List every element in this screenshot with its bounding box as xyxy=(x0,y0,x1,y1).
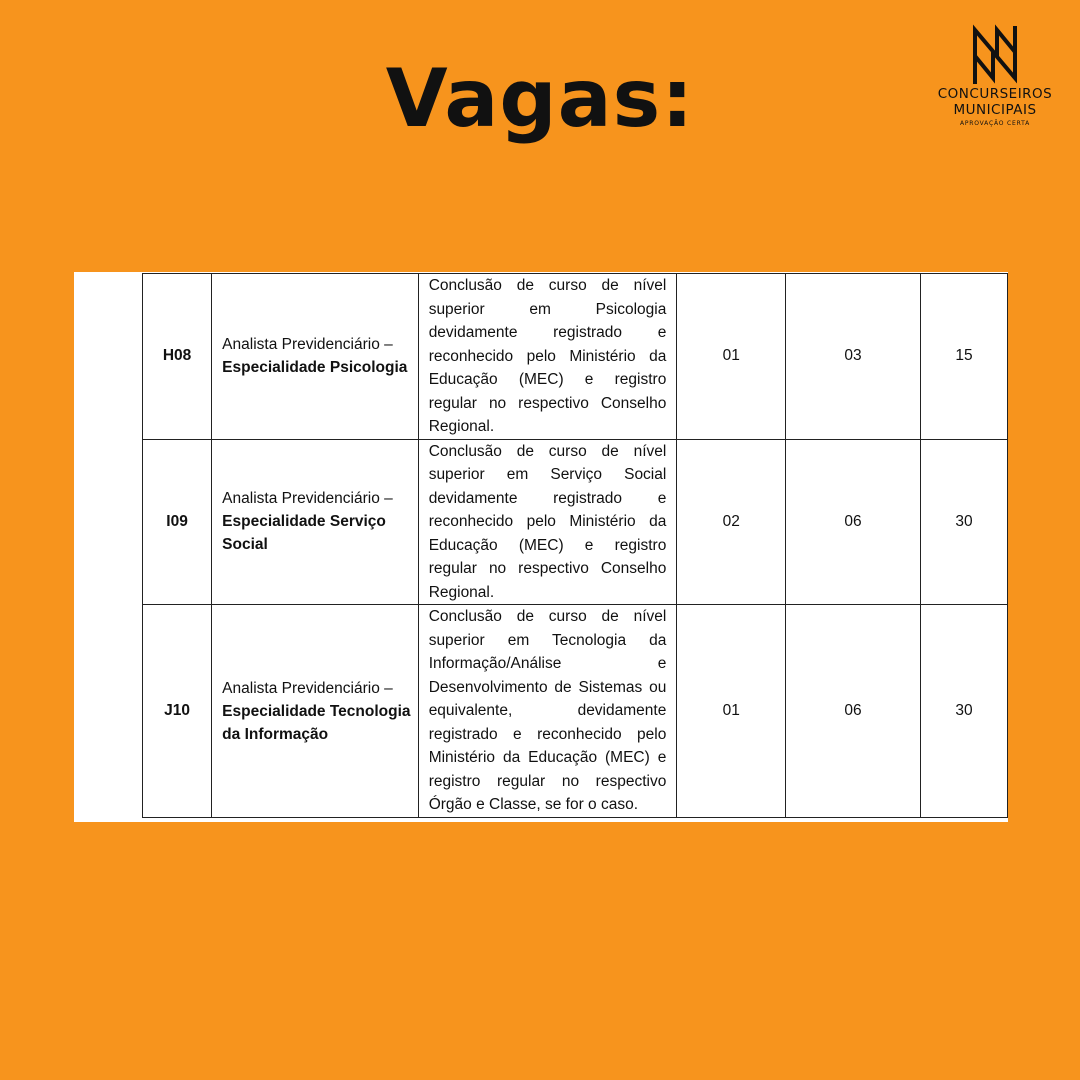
cm-monogram-icon xyxy=(967,22,1023,86)
cell-value-1: 01 xyxy=(677,605,786,818)
position-role: Analista Previdenciário – xyxy=(222,336,393,354)
position-role: Analista Previdenciário – xyxy=(222,679,393,697)
cell-value-2: 06 xyxy=(786,605,921,818)
cell-value-1: 01 xyxy=(677,274,786,440)
position-role: Analista Previdenciário – xyxy=(222,490,393,508)
cell-requirements: Conclusão de curso de nível superior em Serviço Social devidamente registrado e reconhecido pelo Ministério da Educação (MEC) e registro regular no respectivo Conselho Regional. xyxy=(418,439,677,605)
cell-requirements: Conclusão de curso de nível superior em Psicologia devidamente registrado e reconhecido pelo Ministério da Educação (MEC) e registro regular no respectivo Conselho Regional. xyxy=(418,274,677,440)
cell-value-1: 02 xyxy=(677,439,786,605)
logo-text-line2: MUNICIPAIS xyxy=(953,102,1037,118)
brand-logo xyxy=(920,22,1070,127)
table-row xyxy=(143,439,1008,605)
logo-text-line1: CONCURSEIROS xyxy=(937,86,1053,102)
logo-tagline: APROVAÇÃO CERTA xyxy=(959,120,1031,127)
document-sheet xyxy=(74,272,1008,822)
table-row xyxy=(143,605,1008,818)
cell-value-3: 30 xyxy=(921,439,1008,605)
cell-code: I09 xyxy=(143,439,212,605)
page-title: Vagas: xyxy=(385,52,695,145)
cell-code: J10 xyxy=(143,605,212,818)
cell-value-3: 15 xyxy=(921,274,1008,440)
table-row xyxy=(143,274,1008,440)
cell-value-2: 06 xyxy=(786,439,921,605)
position-specialty: Especialidade Psicologia xyxy=(222,359,408,377)
cell-requirements: Conclusão de curso de nível superior em Tecnologia da Informação/Análise e Desenvolvimento de Sistemas ou equivalente, devidamente registrado e reconhecido pelo Ministério da Educação (MEC) e registro regular no respectivo Órgão e Classe, se for o caso. xyxy=(418,605,677,818)
vacancies-table xyxy=(142,273,1008,818)
position-specialty: Especialidade Serviço Social xyxy=(222,513,386,554)
position-specialty: Especialidade Tecnologia da Informação xyxy=(222,702,411,743)
cell-value-2: 03 xyxy=(786,274,921,440)
cell-position xyxy=(212,439,419,605)
cell-position xyxy=(212,274,419,440)
cell-value-3: 30 xyxy=(921,605,1008,818)
cell-code: H08 xyxy=(143,274,212,440)
cell-position xyxy=(212,605,419,818)
